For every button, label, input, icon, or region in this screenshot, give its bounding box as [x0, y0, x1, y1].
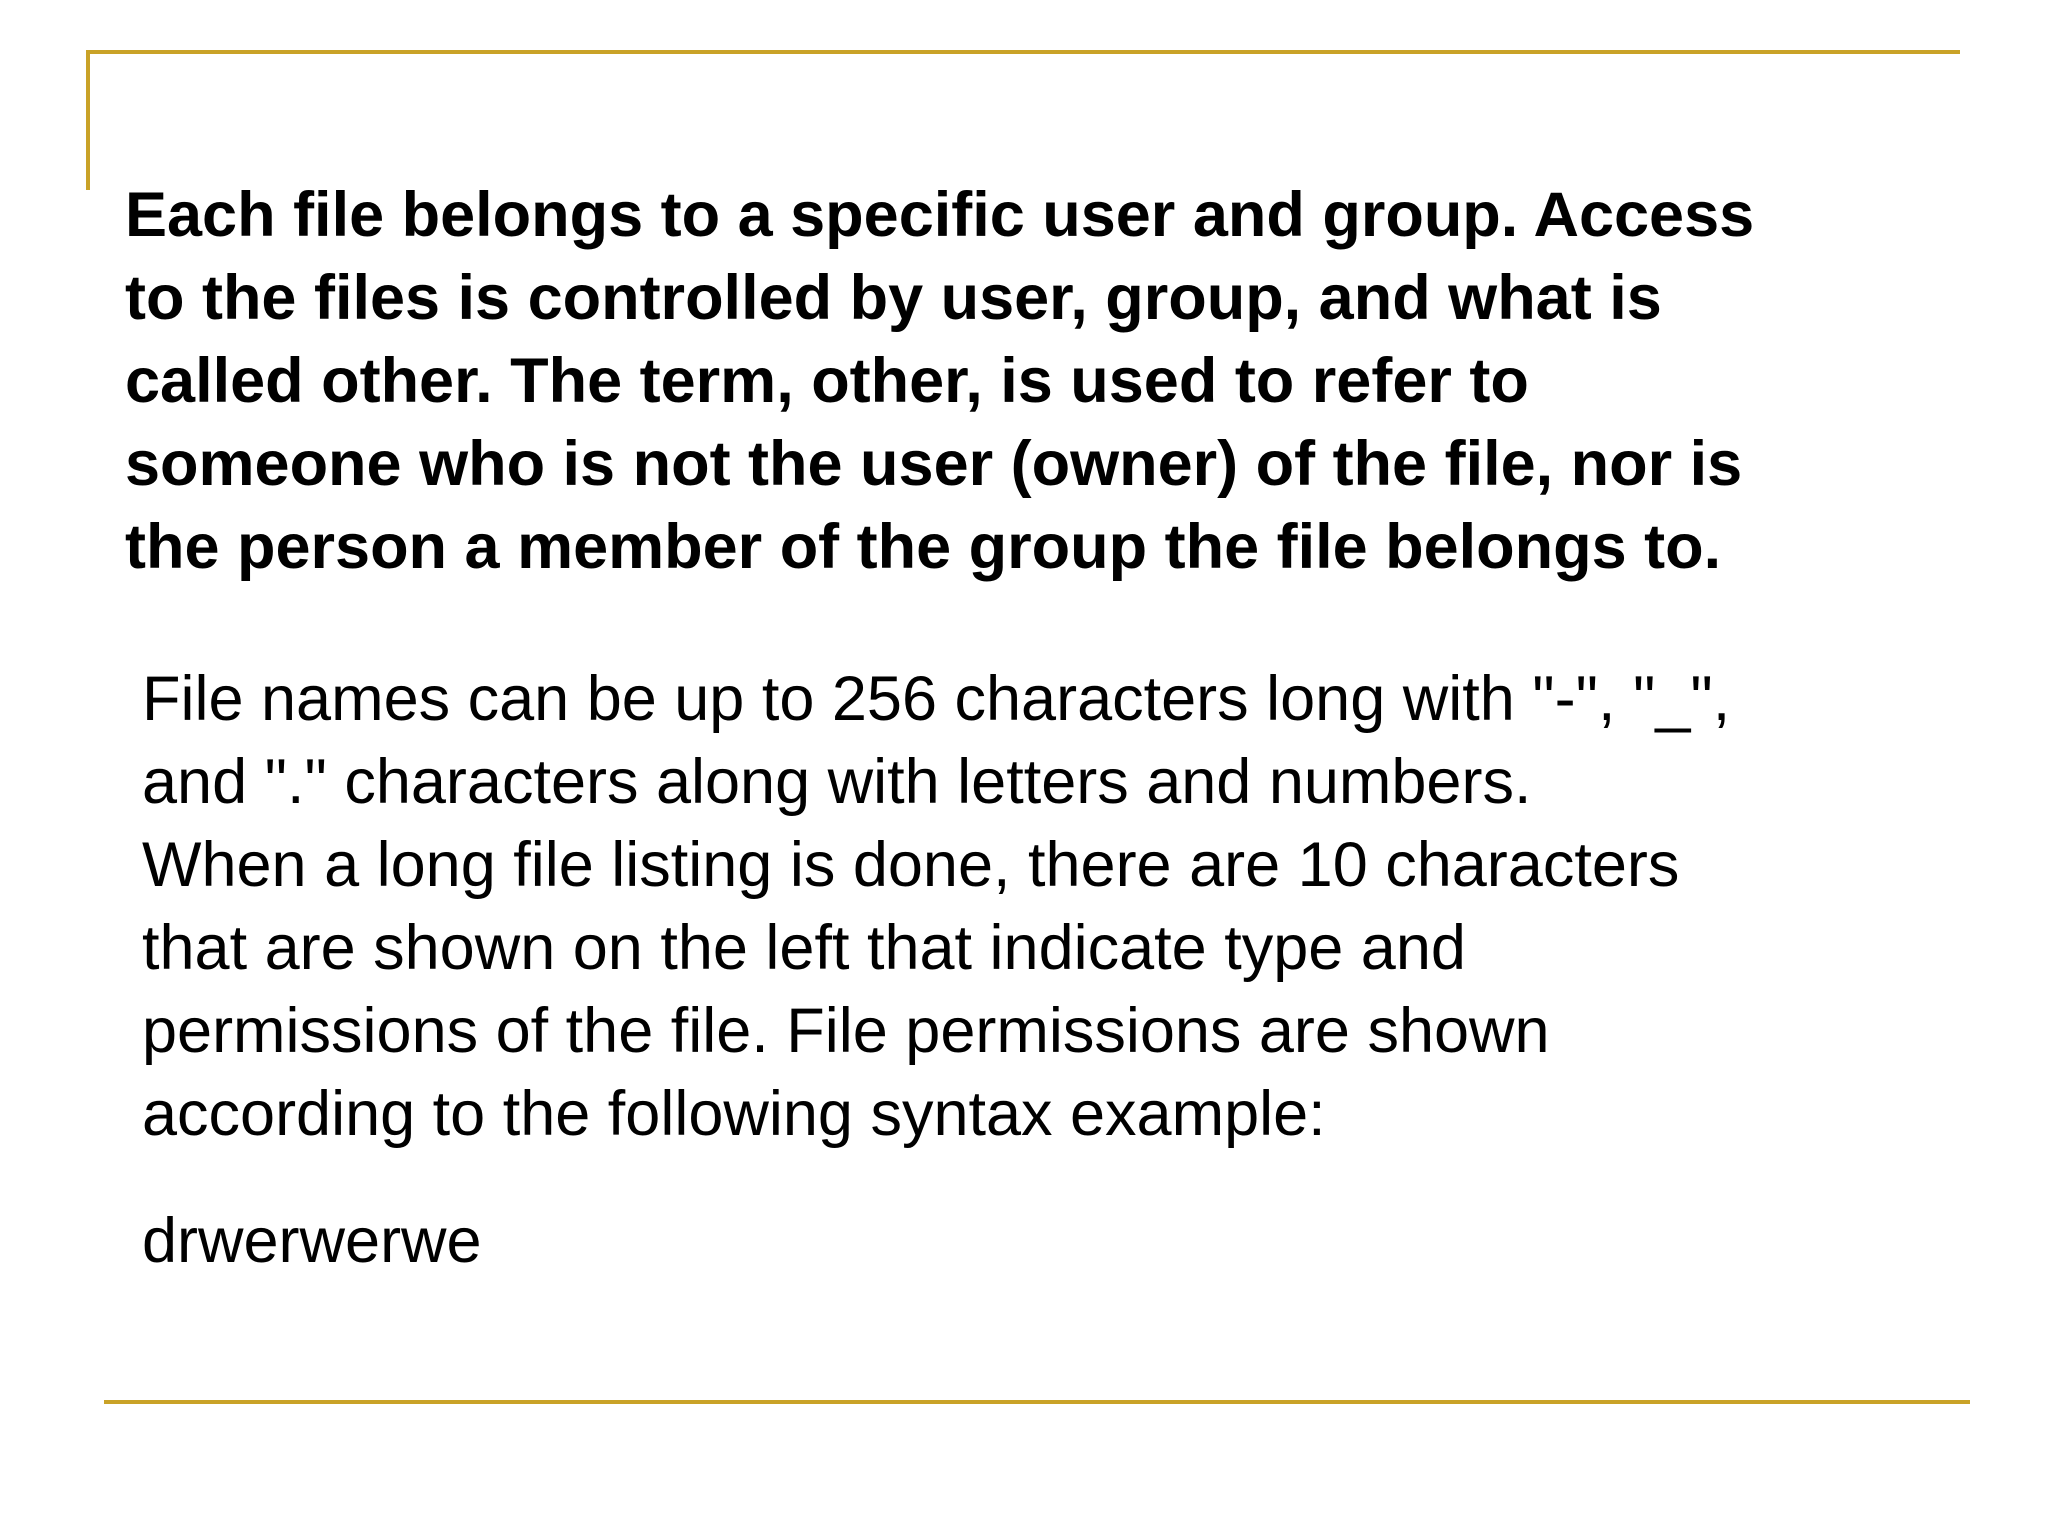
slide-heading: Each file belongs to a specific user and group. Access to the files is controlled by user, group, and what is called other. The term, other, is used to refer to someone who is not the user (owner) of the file, nor is the person a member of the group the file belongs to. — [125, 180, 1755, 582]
top-accent-rule — [86, 50, 1960, 54]
slide-body-paragraph: File names can be up to 256 characters long with "-", "_", and "." characters along with letters and numbers. When a long file listing is done, there are 10 characters that are shown on the left that indicate type and permissions of the file. File permissions are shown according to the following syntax example: — [142, 664, 1731, 1149]
permission-syntax-example: drwerwerwe — [142, 1206, 482, 1276]
bottom-accent-rule — [104, 1400, 1970, 1404]
left-accent-rule — [86, 50, 90, 190]
